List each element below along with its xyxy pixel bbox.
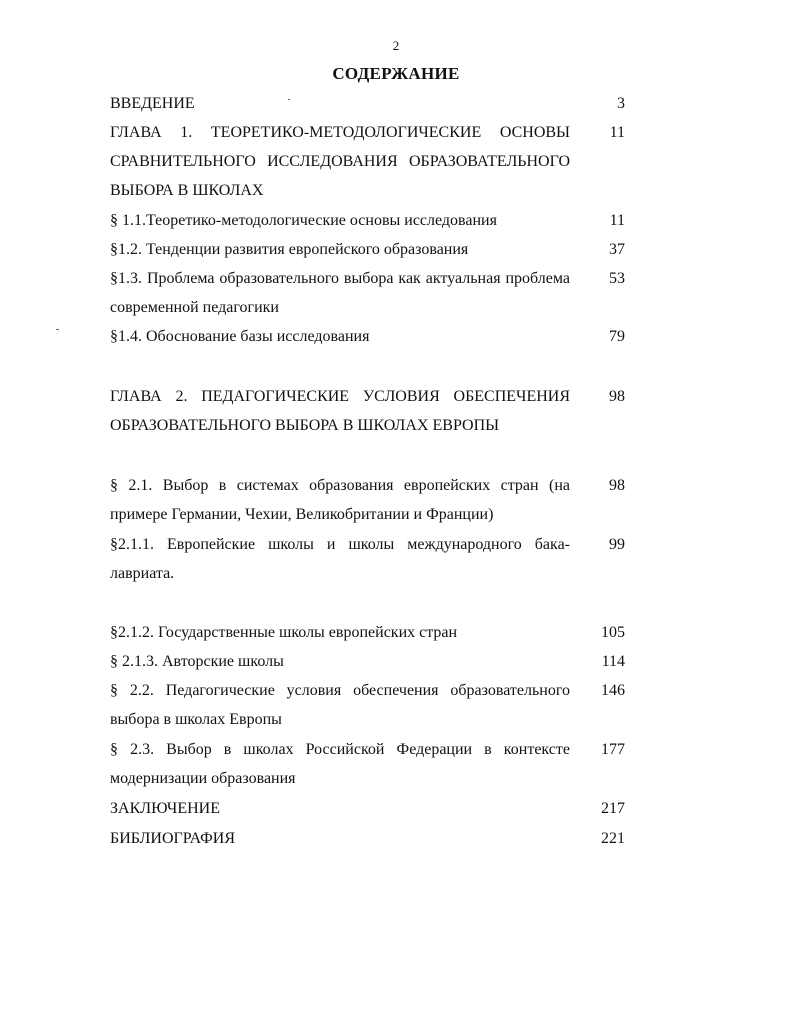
toc-entry-page: 11	[609, 212, 625, 229]
toc-entry-page: 146	[601, 682, 625, 699]
toc-entry-text: §1.4. Обоснование базы исследования	[110, 328, 370, 345]
toc-entry-page: 37	[609, 241, 625, 258]
toc-entry-section-2-1-3	[110, 647, 625, 676]
toc-entry-text: § 2.1. Выбор в системах образования европейских стран (на примере Германии, Чехии, Великобритании и Франции)	[110, 477, 570, 523]
toc-entry-chapter-2	[110, 382, 625, 440]
toc-entry-page: 105	[601, 624, 625, 641]
toc-entry-text: § 1.1.Теоретико-методологические основы исследования	[110, 212, 497, 229]
toc-entry-section-2-2	[110, 676, 625, 734]
toc-entry-text: § 2.2. Педагогические условия обеспечения образовательного выбора в школах Европы	[110, 682, 570, 728]
toc-entry-text: ВВЕДЕНИЕ	[110, 95, 195, 112]
toc-entry-page: 221	[601, 830, 625, 847]
toc-entry-text: БИБЛИОГРАФИЯ	[110, 830, 236, 847]
toc-entry-page: 3	[617, 95, 625, 112]
toc-entry-page: 114	[601, 653, 625, 670]
toc-entry-bibliography	[110, 824, 625, 853]
toc-entry-page: 98	[609, 477, 625, 494]
toc-entry-page: 11	[609, 124, 625, 141]
toc-entry-chapter-1	[110, 118, 625, 205]
toc-entry-text: ЗАКЛЮЧЕНИЕ	[110, 800, 220, 817]
toc-entry-section-2-1	[110, 471, 625, 529]
toc-entry-text: §2.1.2. Государственные школы европейских стран	[110, 624, 458, 641]
toc-entry-page: 53	[609, 270, 625, 287]
toc-entry-section-2-1-1	[110, 530, 625, 588]
toc-entry-text: § 2.3. Выбор в школах Российской Федерации в контексте модернизации образования	[110, 741, 570, 787]
page-title: СОДЕРЖАНИЕ	[332, 64, 460, 83]
toc-entry-text: ГЛАВА 1. ТЕОРЕТИКО-МЕТОДОЛОГИЧЕСКИЕ ОСНОВЫ СРАВНИТЕЛЬНОГО ИССЛЕДОВАНИЯ ОБРАЗОВАТЕЛЬНОГО ВЫБОРА В ШКОЛАХ	[110, 124, 570, 199]
toc-entry-conclusion	[110, 794, 625, 823]
toc-entry-section-1-4	[110, 322, 625, 351]
toc-entry-text: §2.1.1. Европейские школы и школы международного бака-лавриата.	[110, 536, 570, 582]
toc-entry-text: §1.3. Проблема образовательного выбора как актуальная проблема современной педагогики	[110, 270, 570, 316]
toc-entry-page: 98	[609, 388, 625, 405]
toc-entry-section-1-3	[110, 264, 625, 322]
toc-entry-page: 79	[609, 328, 625, 345]
toc-entry-section-2-1-2	[110, 618, 625, 647]
page-number: 2	[392, 38, 400, 53]
toc-entry-text: ГЛАВА 2. ПЕДАГОГИЧЕСКИЕ УСЛОВИЯ ОБЕСПЕЧЕНИЯ ОБРАЗОВАТЕЛЬНОГО ВЫБОРА В ШКОЛАХ ЕВРОПЫ	[110, 388, 570, 434]
toc-entry-introduction	[110, 89, 625, 118]
toc-entry-page: 217	[601, 800, 625, 817]
toc-entry-page: 99	[609, 536, 625, 553]
scan-speck	[56, 329, 59, 330]
toc-entry-section-2-3	[110, 735, 625, 793]
toc-entry-text: § 2.1.3. Авторские школы	[110, 653, 284, 670]
toc-entry-page: 177	[601, 741, 625, 758]
scan-speck	[288, 99, 290, 100]
toc-entry-section-1-2	[110, 235, 625, 264]
toc-entry-text: §1.2. Тенденции развития европейского образования	[110, 241, 469, 258]
toc-entry-section-1-1	[110, 206, 625, 235]
